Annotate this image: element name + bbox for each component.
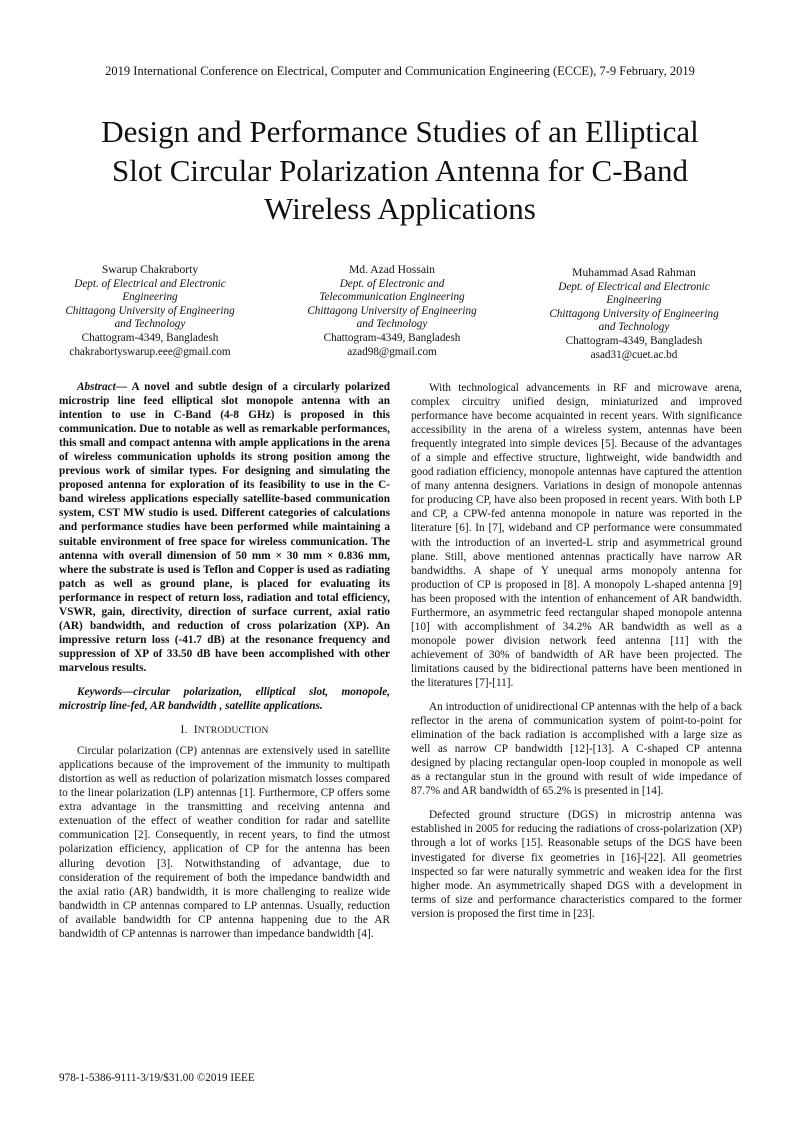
copyright-footer: 978-1-5386-9111-3/19/$31.00 ©2019 IEEE [59, 1072, 255, 1084]
section-first-letter: I [193, 724, 198, 737]
intro-paragraph-2: With technological advancements in RF and microwave arena, complex circuitry unified design, miniaturized and improved performance have become acquainted in recent years. With significance accessibility in the arena of a wireless system, antennas have been frequently integrated into simple devices [5]. Because of the advantages of a simple and effective structure, lightweight, wide bandwidth and good radiation efficiency, monopole antennas have captured the attention of many antenna designers. Variations in design of monopole antennas for producing CP, have also been proposed in recent years. With both LP and CP, a CPW-fed antenna monopole in nature was reported in the literature [6]. In [7], wideband and CP performance were consummated with the introduction of an inverted-L strip and asymmetrical ground plane. Still, above mentioned antennas practically have narrow AR bandwidths. A shape of Y unequal arms monopoly antenna for production of CP is proposed in [8]. A monopoly L-shaped antenna [9] has been proposed with the intention of enhancement of AR bandwidth. Furthermore, an asymmetric feed rectangular shaped monopole antenna [10] with accomplishment of 34.2% AR bandwidth as well as a monopole power division network feed antenna [11] with the achievement of 30% of bandwidth of AR have been projected. The limitations caused by the bidirectional patterns have been mentioned in the literatures [7]-[11]. [411, 382, 742, 689]
conference-header: 2019 International Conference on Electrical, Computer and Communication Engineering (ECCE), 7-9 February, 2019 [105, 64, 695, 78]
author-city: Chattogram-4349, Bangladesh [323, 331, 461, 344]
author-2 [272, 263, 512, 359]
author-email: chakrabortyswarup.eee@gmail.com [69, 345, 231, 358]
author-affiliation-line: Engineering [122, 291, 178, 304]
author-affiliation-line: Chittagong University of Engineering [307, 304, 477, 317]
intro-paragraph-1: Circular polarization (CP) antennas are extensively used in satellite applications because of the improvement of the immunity to multipath distortion as well as reduction of polarization mismatch losses compared to the linear polarization (LP) antennas [1]. Furthermore, CP offers some extra advantage in the transmitting and receiving antenna and extenuation of the effect of weather condition for radar and satellite communication [2]. Consequently, in recent years, to find the utmost polarization efficiency, application of CP for the antenna has been alluring devotion [3]. Notwithstanding of advantage, due to consideration of the requirement of both the impedance bandwidth and the axial ratio (AR) bandwidth, it is more challenging to realize wide bandwidth in CP antennas compared to LP antennas. Usually, reduction of available bandwidth for CP antenna happening due to the AR bandwidth of CP antennas is narrower than impedance bandwidth [4]. [59, 745, 390, 940]
author-name: Swarup Chakraborty [101, 263, 199, 276]
author-name: Muhammad Asad Rahman [572, 266, 696, 279]
section-title-rest: NTRODUCTION [197, 726, 269, 737]
abstract-text: — A novel and subtle design of a circularly polarized microstrip line feed elliptical slot monopole antenna with an intention to use in C-Band (4-8 GHz) is proposed in this communication. Due to notable as well as remarkable performances, this small and compact antenna with ample applications in the arena of wireless communication upholds its strong position among the previous work of similar types. For designing and simulating the proposed antenna for exploration of its feasibility to use in the C-band wireless applications especially satellite-based communication system, CST MW studio is used. Different categories of calculations and performance studies have been performed while maintaining a suitable environment of free space for wireless communication. The antenna with overall dimension of 50 mm × 30 mm × 0.836 mm, where the substrate is used is Teflon and Copper is used as radiating patch as well as ground plane, is placed for evaluating its performance in respect of return loss, radiation and total efficiency, VSWR, gain, directivity, direction of surface current, axial ratio (AR) bandwidth, and reduction of cross polarization (XP). An impressive return loss (-41.7 dB) at the resonance frequency and suppression of XP of 33.50 dB have been accomplished with other marvelous results. [59, 381, 390, 674]
section-heading-introduction [59, 723, 390, 738]
author-city: Chattogram-4349, Bangladesh [81, 331, 219, 344]
intro-paragraph-4: Defected ground structure (DGS) in microstrip antenna was established in 2005 for reducing the radiations of cross-polarization (XP) through a lot of works [15]. Reasonable setups of the DGS have been investigated for diverse fix geometries in [16]-[22]. All geometries inspected so far were naturally symmetric and weaken idea for the first higher mode. An asymmetrically shaped DGS with a development in terms of size and performance characteristics compared to the former version is proposed the first time in [23]. [411, 809, 742, 920]
keywords: Keywords—circular polarization, elliptical slot, monopole, microstrip line-fed, AR bandwidth , satellite applications. [59, 685, 390, 713]
section-number: I. [180, 724, 188, 737]
author-affiliation-line: Chittagong University of Engineering [65, 304, 235, 317]
title-line-2: Slot Circular Polarization Antenna for C-Band [112, 152, 688, 188]
author-1 [30, 263, 270, 359]
author-name: Md. Azad Hossain [349, 263, 435, 276]
intro-paragraph-3: An introduction of unidirectional CP antennas with the help of a back reflector in the arena of communication system of point-to-point for elimination of the back radiation is accomplished with a large size as well as narrow CP bandwidth [12]-[13]. A C-shaped CP antenna designed by placing rectangular open-loop coupled in monopole as well as a rectangular stun in the ground with result of wide impedance of 87.7% and AR bandwidth of 65.2% is presented in [14]. [411, 701, 742, 798]
author-affiliation-line: Dept. of Electronic and [339, 277, 445, 290]
author-affiliation-line: and Technology [598, 321, 670, 334]
author-affiliation-line: Dept. of Electrical and Electronic [558, 280, 710, 293]
author-affiliation-line: Dept. of Electrical and Electronic [74, 277, 226, 290]
paper-title [60, 113, 740, 229]
left-column [59, 380, 390, 941]
author-city: Chattogram-4349, Bangladesh [565, 334, 703, 347]
abstract [59, 380, 390, 675]
author-affiliation-line: and Technology [114, 318, 186, 331]
title-line-3: Wireless Applications [264, 191, 536, 226]
author-affiliation-line: and Technology [356, 318, 428, 331]
author-affiliation-line: Chittagong University of Engineering [549, 307, 719, 320]
author-3 [514, 266, 754, 362]
title-line-1: Design and Performance Studies of an Elliptical [101, 114, 699, 149]
abstract-label: Abstract [77, 381, 116, 393]
author-affiliation-line: Telecommunication Engineering [319, 291, 465, 304]
right-column [411, 381, 742, 921]
author-affiliation-line: Engineering [606, 294, 662, 307]
author-email: asad31@cuet.ac.bd [590, 348, 678, 361]
author-email: azad98@gmail.com [347, 345, 437, 358]
